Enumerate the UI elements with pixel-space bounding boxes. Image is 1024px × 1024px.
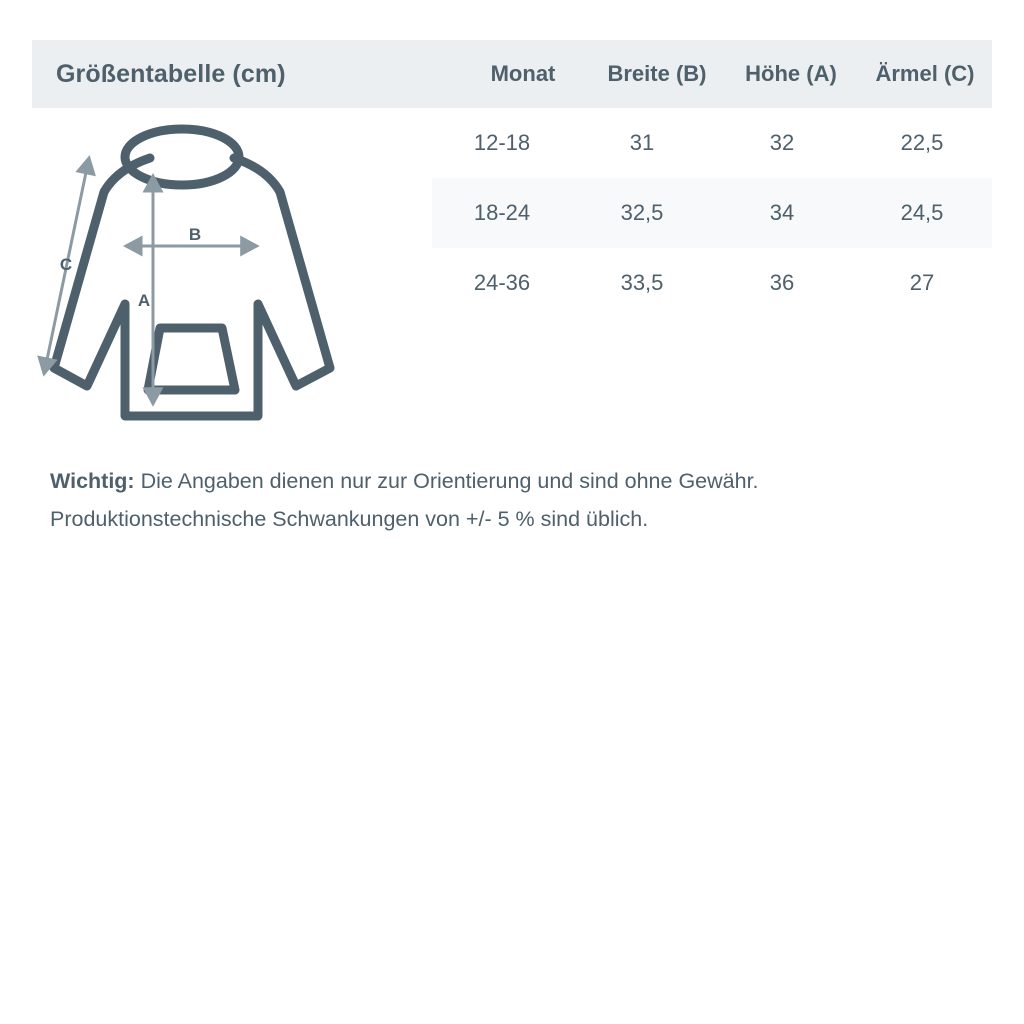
size-chart-header [32, 40, 992, 108]
measure-label-a: A [137, 291, 151, 310]
column-header-aermel: Ärmel (C) [875, 61, 975, 86]
hoodie-diagram [30, 120, 420, 450]
cell-hoehe: 32 [769, 130, 795, 155]
cell-aermel: 27 [909, 270, 935, 295]
measure-b [126, 225, 257, 246]
cell-breite: 31 [629, 130, 655, 155]
column-header-breite: Breite (B) [607, 61, 707, 86]
table-row [432, 248, 992, 318]
cell-hoehe: 36 [769, 270, 795, 295]
column-header-group [456, 40, 992, 108]
cell-breite: 32,5 [620, 200, 664, 225]
cell-monat: 12-18 [473, 130, 531, 155]
table-row [432, 178, 992, 248]
cell-hoehe: 34 [769, 200, 795, 225]
cell-aermel: 22,5 [900, 130, 944, 155]
cell-monat: 24-36 [473, 270, 531, 295]
measure-label-c: C [59, 255, 73, 274]
cell-aermel: 24,5 [900, 200, 944, 225]
column-header-hoehe: Höhe (A) [745, 61, 837, 86]
column-header-monat: Monat [490, 61, 556, 86]
disclaimer-line-1 [50, 462, 980, 500]
table-row [432, 108, 992, 178]
disclaimer-line-2: Produktionstechnische Schwankungen von +/- 5 % sind üblich. [50, 507, 649, 531]
disclaimer-lead: Wichtig: [50, 469, 135, 493]
cell-breite: 33,5 [620, 270, 664, 295]
disclaimer-text-1: Die Angaben dienen nur zur Orientierung und sind ohne Gewähr. [134, 469, 759, 493]
measure-label-b: B [188, 225, 202, 244]
cell-monat: 18-24 [473, 200, 531, 225]
disclaimer-note [50, 462, 980, 538]
page-title: Größentabelle (cm) [56, 59, 286, 88]
hoodie-icon [54, 129, 330, 416]
size-table-body [432, 108, 992, 318]
